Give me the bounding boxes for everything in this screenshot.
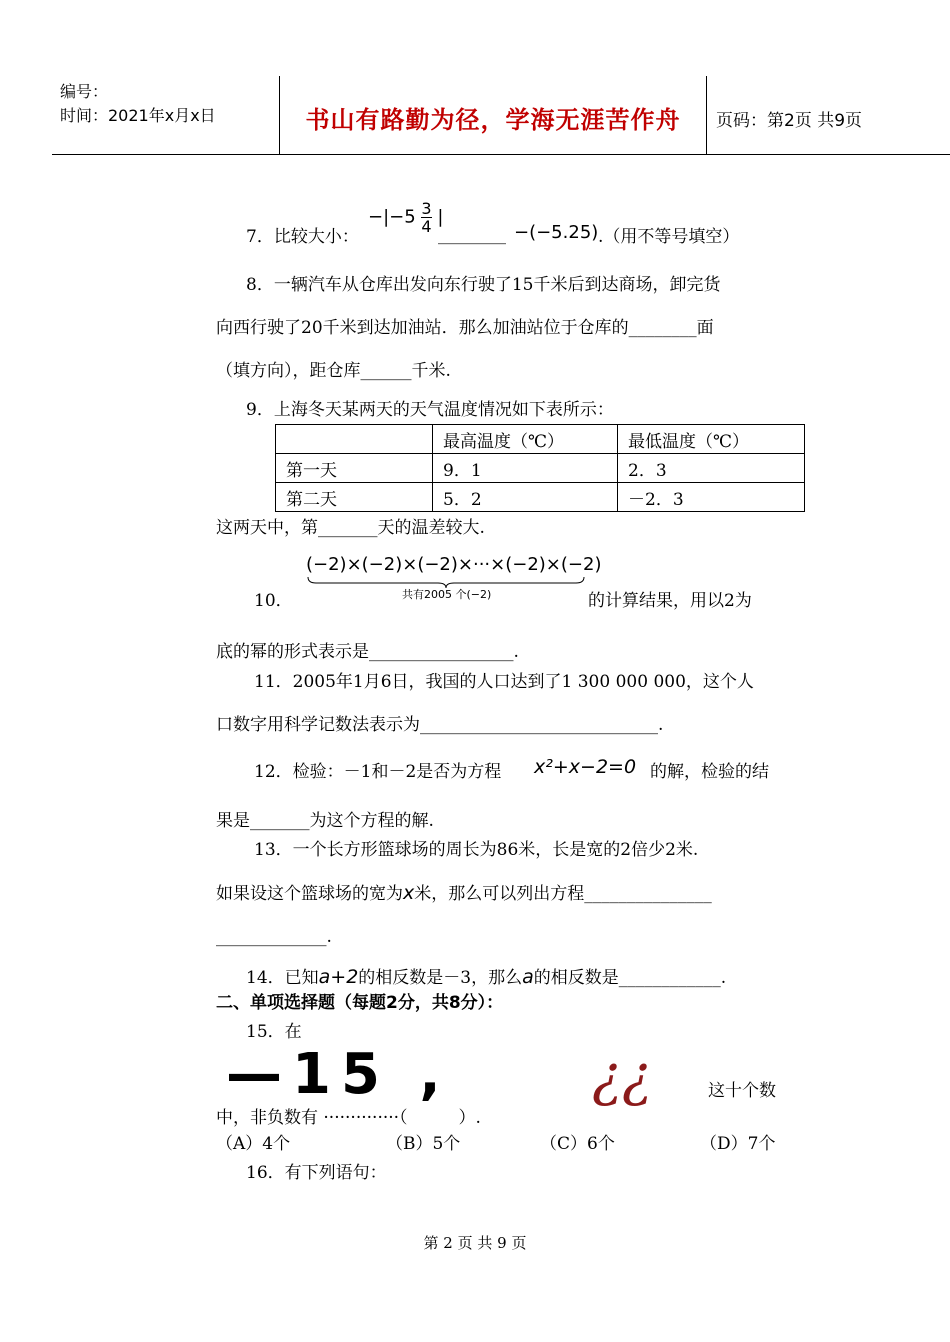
q7-blank: ________ (438, 225, 506, 245)
q14-variable: a (522, 966, 534, 988)
q13-line1: 13．一个长方形篮球场的周长为86米，长是宽的2倍少2米. (254, 840, 699, 860)
q15-line2: 中，非负数有 ··············（ ）. (216, 1108, 481, 1128)
time-label: 时间：2021年x月x日 (60, 106, 216, 125)
q11-line1: 11．2005年1月6日，我国的人口达到了1 300 000 000，这个人 (254, 672, 754, 692)
q12-equation: x²+x−2=0 (534, 756, 637, 778)
q13-line2a: 如果设这个篮球场的宽为 (216, 884, 403, 904)
q15-suffix: 这十个数 (708, 1081, 776, 1101)
table-header-row (276, 425, 805, 454)
q10-suffix: 的计算结果，用以2为 (588, 591, 752, 611)
q13-line2 (216, 882, 712, 905)
q15-large-numbers: —15 , (226, 1042, 451, 1107)
table-row (276, 483, 805, 512)
q8-line2: 向西行驶了20千米到达加油站．那么加油站位于仓库的________面 (216, 318, 714, 338)
q14-expr: a+2 (318, 966, 359, 988)
section-heading: 二、单项选择题（每题2分，共8分）： (216, 993, 504, 1013)
q10-brace-label: 共有2005 个(−2) (402, 588, 492, 601)
q10-prefix: 10． (254, 591, 293, 611)
serial-label: 编号： (60, 82, 109, 101)
table-header-cell: 最高温度（℃） (433, 425, 618, 454)
q12-line2: 果是_______为这个方程的解. (216, 811, 434, 831)
header-page-label: 页码：第2页 共9页 (716, 111, 863, 131)
q13-variable: x (403, 882, 415, 904)
q14-mid: 的相反数是－3，那么 (358, 968, 523, 988)
q14-line (246, 966, 726, 989)
q7-frac-num: 3 (421, 199, 432, 218)
table-header-cell: 最低温度（℃） (618, 425, 805, 454)
q13-line2b: 米，那么可以列出方程_______________ (414, 884, 712, 904)
table-cell: 9．1 (433, 454, 618, 483)
q7-suffix: .（用不等号填空） (598, 227, 740, 247)
q14-suffix: 的相反数是____________. (533, 968, 727, 988)
q14-prefix: 14．已知 (246, 968, 319, 988)
q7-fraction (421, 200, 431, 235)
table-header-cell (276, 425, 433, 454)
q7-frac-den: 4 (421, 217, 432, 236)
table-cell: －2．3 (618, 483, 805, 512)
page-header (52, 76, 950, 156)
page-footer: 第 2 页 共 9 页 (423, 1234, 527, 1252)
q10-line2: 底的幂的形式表示是_________________. (216, 642, 519, 662)
table-cell: 2．3 (618, 454, 805, 483)
q7-left-text: −|−5 (368, 206, 416, 228)
q8-line3: （填方向），距仓库______千米. (216, 361, 451, 381)
q8-line1: 8．一辆汽车从仓库出发向东行驶了15千米后到达商场，卸完货 (246, 275, 721, 295)
header-divider (706, 76, 707, 155)
q11-line2: 口数字用科学记数法表示为____________________________. (216, 715, 664, 735)
header-rule (52, 154, 950, 155)
q10-underbrace (306, 575, 586, 589)
header-motto: 书山有路勤为径，学海无涯苦作舟 (305, 106, 681, 134)
q12-prefix: 12．检验：－1和－2是否为方程 (254, 762, 502, 782)
q10-expr: (−2)×(−2)×(−2)×···×(−2)×(−2) (306, 554, 602, 575)
q7-left-expr (368, 200, 443, 235)
q15-garbled-glyphs: ¿¿ (592, 1044, 653, 1109)
q15-option-b: （B）5个 (386, 1134, 461, 1154)
q15-prefix: 15．在 (246, 1022, 302, 1042)
table-cell: 第一天 (276, 454, 433, 483)
q16-line: 16．有下列语句： (246, 1163, 387, 1183)
table-cell: 第二天 (276, 483, 433, 512)
q15-option-a: （A）4个 (216, 1134, 291, 1154)
q12-suffix: 的解，检验的结 (650, 762, 769, 782)
q7-right-expr: −(−5.25) (514, 222, 599, 243)
q9-after: 这两天中，第_______天的温差较大. (216, 518, 485, 538)
q13-line3: _____________. (216, 927, 332, 947)
table-cell: 5．2 (433, 483, 618, 512)
q15-option-d: （D）7个 (700, 1134, 776, 1154)
temperature-table (275, 424, 805, 512)
header-meta (60, 80, 216, 128)
table-row (276, 454, 805, 483)
q7-prefix: 7．比较大小： (246, 227, 359, 247)
q7-left-close: | (437, 206, 444, 228)
q15-option-c: （C）6个 (540, 1134, 615, 1154)
q9-line1: 9．上海冬天某两天的天气温度情况如下表所示： (246, 400, 614, 420)
